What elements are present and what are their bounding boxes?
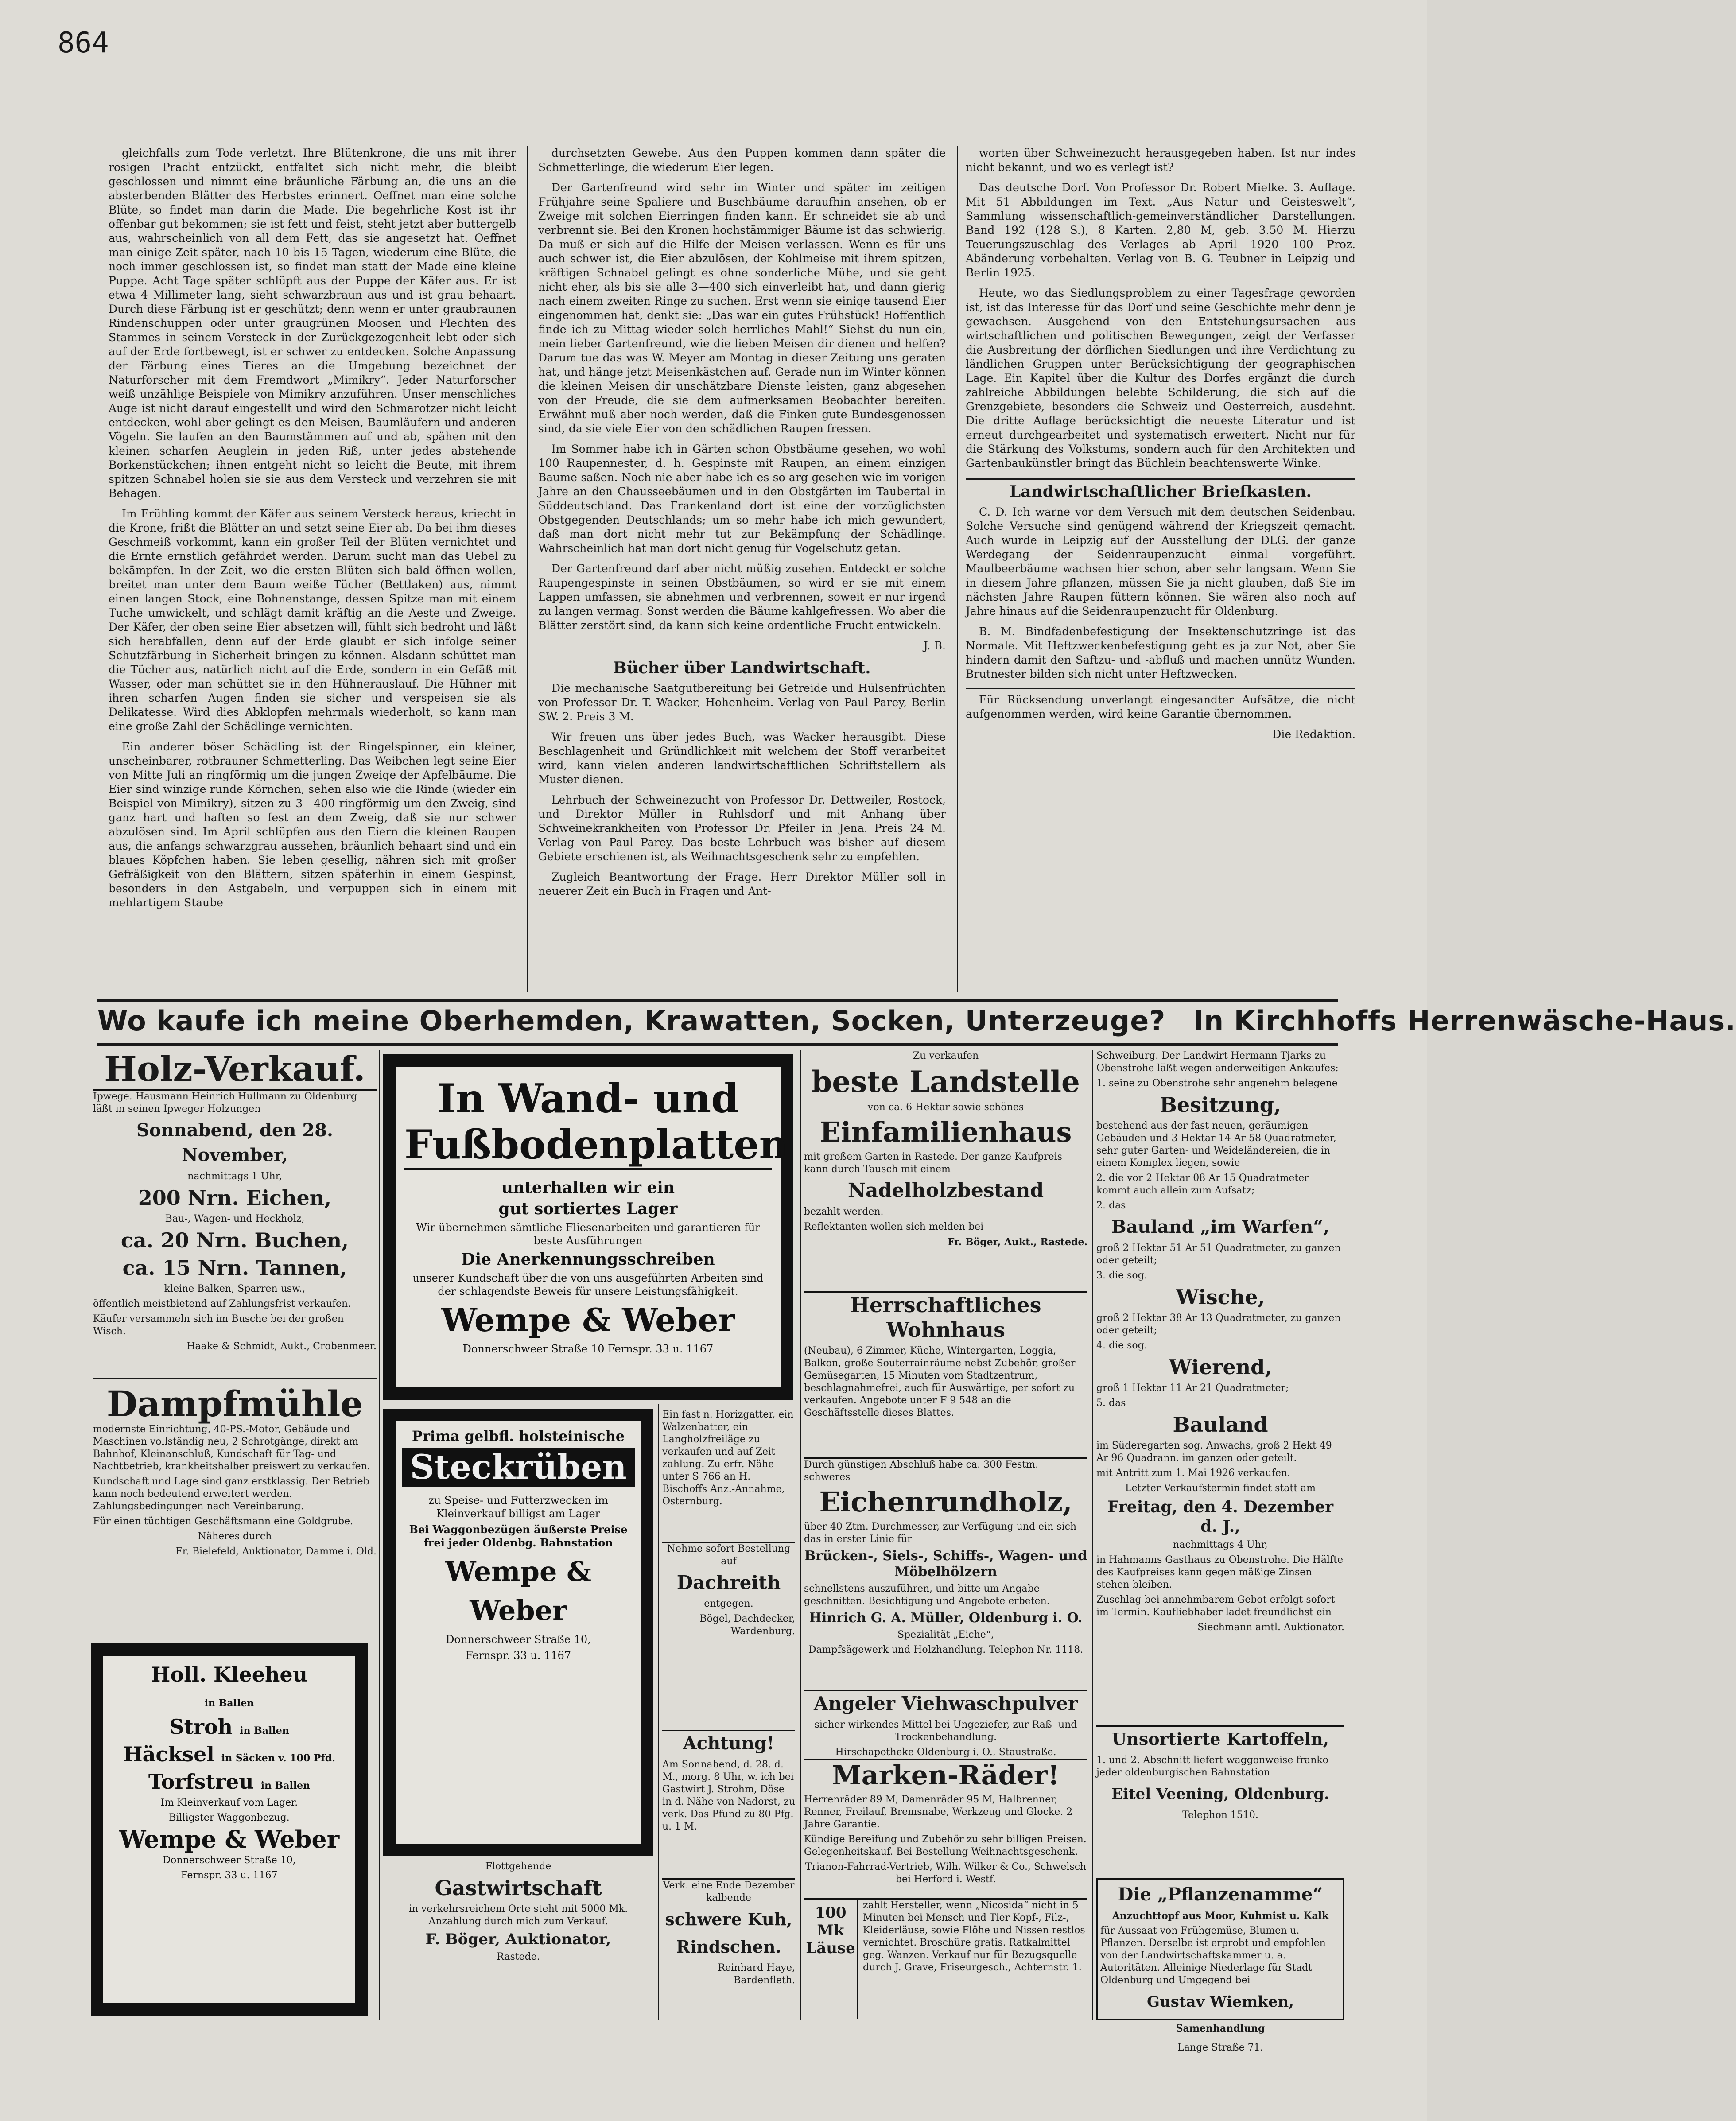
ad-text: Brücken-, Siels-, Schiffs-, Wagen- und Möbelhölzern	[804, 1548, 1087, 1580]
ad-signature: F. Böger, Auktionator,	[425, 1931, 611, 1948]
ad-title: Marken-Räder!	[832, 1760, 1060, 1791]
ad-text: Zu verkaufen	[913, 1050, 979, 1061]
ad-title: Nadelholzbestand	[847, 1179, 1044, 1202]
ad-dampfmuehle	[93, 1384, 377, 1635]
ad-title: Steckrüben	[402, 1448, 635, 1487]
ad-text: Herrenräder 89 M, Damenräder 95 M, Halbrenner, Renner, Freilauf, Bremsnabe, Werkzeug und Glocke. 2 Jahre Garantie.	[804, 1794, 1073, 1830]
banner-answer: In Kirchhoffs Herrenwäsche-Haus.	[1193, 1005, 1736, 1037]
ad-dachreith	[662, 1542, 795, 1729]
paragraph: C. D. Ich warne vor dem Versuch mit dem deutschen Seidenbau. Solche Versuche sind genügend während der Kriegszeit gemacht. Auch wurde in Leipzig auf der Ausstellung der DLG. der ganze Werdegang der Seidenraupenzucht einmal vorgeführt. Maulbeerbäume wachsen hier schon, aber sehr langsam. Wenn Sie in diesem Jahre pflanzen, müssen Sie ja nicht glauben, daß Sie im nächsten Jahre Raupen füttern können. Sie wären also noch auf Jahre hinaus auf die Seidenraupenzucht für Oldenburg.	[966, 505, 1355, 618]
product-unit: in Ballen	[260, 1780, 311, 1791]
paragraph: durchsetzten Gewebe. Aus den Puppen kommen dann später die Schmetterlinge, die wiederum Eier legen.	[538, 147, 946, 174]
ad-word: Läuse	[806, 1939, 855, 1957]
paragraph: Ein anderer böser Schädling ist der Ringelspinner, ein kleiner, unscheinbarer, rotbrauner Schmetterling. Das Weibchen legt seine Eier von Mitte Juli an ringförmig um die jungen Zweige der Apfelbäume. Die Eier sind winzige runde Körnchen, sehen also wie die Rinde (wieder ein Beispiel von Mimikry), sitzen zu 3—400 ringförmig um den Zweig, sind ganz hart und haften so fest an dem Zweig, daß sie nur schwer abzulösen sind. Im April schlüpfen aus den Eiern die kleinen Raupen aus, die anfangs schwarzgrau aussehen, bräunlich behaart sind und ein blaues Köpfchen haben. Sie leben gesellig, nähren sich mit großer Gefräßigkeit von den Blättern, sitzen späterhin in einem Gespinst, besonders in den Astgabeln, und verpuppen sich in einem mit mehlartigem Staube	[109, 740, 516, 909]
ad-divider	[93, 1378, 377, 1379]
ad-phone: Telephon 1510.	[1182, 1810, 1258, 1821]
ad-product	[109, 1714, 349, 1739]
ad-firm: Wempe & Weber	[445, 1555, 591, 1627]
ad-text: 3. die sog.	[1096, 1270, 1147, 1281]
ad-text: Verk. eine Ende Dezember kalbende	[663, 1880, 795, 1903]
banner-question: Wo kaufe ich meine Oberhemden, Krawatten, Socken, Unterzeuge?	[97, 1005, 1166, 1037]
ad-lot: ca. 20 Nrn. Buchen,	[120, 1228, 349, 1252]
ad-text: 4. die sog.	[1096, 1340, 1147, 1351]
ad-marken-raeder	[804, 1759, 1087, 1897]
ad-text: Ipwege. Hausmann Heinrich Hullmann zu Oldenburg läßt in seinen Ipweger Holzungen	[93, 1091, 357, 1115]
paragraph: Lehrbuch der Schweinezucht von Professor Dr. Dettweiler, Rostock, und Direktor Müller in Ruhlsdorf und mit Anhang über Schweinekrankheiten von Professor Dr. Pfeiler in Jena. Preis 24 M. Verlag von Paul Parey. Das beste Lehrbuch was bisher auf diesem Gebiete erschienen ist, als Weihnachtsgeschenk sehr zu empfehlen.	[538, 793, 946, 863]
column-divider	[957, 146, 958, 992]
ad-title: Bauland „im Warfen“,	[1111, 1216, 1330, 1237]
ad-firm: Wempe & Weber	[119, 1825, 340, 1853]
ad-title: schwere Kuh,	[665, 1909, 792, 1929]
ad-address: Donnerschweer Straße 10,	[446, 1633, 591, 1646]
ad-text: Schweiburg. Der Landwirt Hermann Tjarks zu Obenstrohe läßt wegen anderweitigen Ankaufes:	[1096, 1050, 1339, 1074]
paragraph: worten über Schweinezucht herausgegeben haben. Ist nur indes nicht bekannt, und wo es verlegt ist?	[966, 147, 1355, 174]
advertising-banner	[97, 1005, 1736, 1040]
ad-title: In Wand- und	[437, 1075, 739, 1122]
ad-inner-frame	[99, 1651, 360, 2008]
ad-text: groß 2 Hektar 51 Ar 51 Quadratmeter, zu ganzen oder geteilt;	[1096, 1243, 1341, 1266]
page-number: 864	[58, 27, 109, 59]
ad-text: für Aussaat von Frühgemüse, Blumen u. Pflanzen. Derselbe ist erprobt und empfohlen von der Landwirtschaftskammer u. a. Autoritäten. Alleinige Niederlage für Stadt Oldenburg und Umgegend bei	[1100, 1925, 1326, 1986]
ad-date: Freitag, den 4. Dezember d. J.,	[1107, 1498, 1334, 1536]
ad-inner-frame	[391, 1417, 645, 1848]
ad-pflanzenamme	[1096, 1878, 1344, 2053]
paragraph: Das deutsche Dorf. Von Professor Dr. Robert Mielke. 3. Auflage. Mit 51 Abbildungen im Text. „Aus Natur und Geisteswelt“, Sammlung wissenschaftlich-gemeinverständlicher Darstellungen. Band 192 (128 S.), 8 Karten. 2,80 M, geb. 3.50 M. Hierzu Teuerungszuschlag des Verlages ab April 1920 100 Proz. Abänderung vorbehalten. Verlag von B. G. Teubner in Leipzig und Berlin 1925.	[966, 181, 1355, 279]
ad-text: modernste Einrichtung, 40-PS.-Motor, Gebäude und Maschinen vollständig neu, 2 Schrotgänge, direkt am Bahnhof, Kleinanschluß, Kundschaft für Tag- und Nachtbetrieb, krankheitshalber preiswert zu verkaufen.	[93, 1424, 370, 1472]
paragraph: Im Frühling kommt der Käfer aus seinem Versteck heraus, kriecht in die Krone, frißt die Blätter an und setzt seine Eier ab. Da bei ihm dieses Geschmeiß vorkommt, kann ein großer Teil der Blüten vernichtet und die Ernte ernstlich gefährdet werden. Darum sucht man das Uebel zu bekämpfen. In der Zeit, wo die ersten Blüten sich bald öffnen wollen, breitet man unter dem Baum weiße Tücher (Bettlaken) aus, nimmt einen langen Stock, eine Bohnenstange, dessen Spitze man mit einem Tuche umwickelt, und schlägt damit kräftig an die Aeste und Zweige. Der Käfer, der oben seine Eier absetzen will, fühlt sich bedroht und läßt sich herabfallen, denn auf der Erde glaubt er sich infolge seiner Schutzfärbung in Sicherheit bringen zu können. Alsdann schüttet man die Tücher aus, natürlich nicht auf die Erde, sondern in ein Gefäß mit Wasser, oder man schüttet sie in den Hühnerauslauf. Die Hühner mit ihren scharfen Augen finden sie sicher und verspeisen sie als Delikatesse. Wird dies Abklopfen mehrmals wiederholt, so kann man eine große Zahl der Schädlinge vernichten.	[109, 507, 516, 733]
ad-wand-fussbodenplatten	[383, 1054, 793, 1400]
signature: J. B.	[923, 639, 946, 652]
ad-walzen-gatter	[662, 1409, 795, 1537]
ad-schwere-kuh	[662, 1878, 795, 2012]
ad-text: Am Sonnabend, d. 28. d. M., morg. 8 Uhr, w. ich bei Gastwirt J. Strohm, Döse in d. Nähe von Nadorst, zu verk. Das Pfund zu 80 Pfg. u. 1 M.	[662, 1759, 795, 1832]
ad-laeuse	[804, 1898, 1087, 2019]
ad-text: Bau-, Wagen- und Heckholz,	[165, 1213, 305, 1224]
ad-date: Sonnabend, den 28. November,	[136, 1120, 333, 1165]
ad-text: Flottgehende	[485, 1861, 551, 1872]
ad-text: schnellstens auszuführen, und bitte um Angabe geschnitten. Besichtigung und Angebote erbeten.	[804, 1583, 1050, 1607]
ad-text: Kundschaft und Lage sind ganz erstklassig. Der Betrieb kann noch bedeutend erweitert werden. Zahlungsbedingungen nach Vereinbarung.	[93, 1476, 369, 1512]
ad-signature: Bögel, Dachdecker, Wardenburg.	[699, 1613, 795, 1637]
ad-text: Zuschlag bei annehmbarem Gebot erfolgt sofort im Termin. Kaufliebhaber ladet freundlichst ein	[1096, 1594, 1335, 1618]
ad-text: Nehme sofort Bestellung auf	[667, 1543, 791, 1567]
ad-text: Ein fast n. Horizgatter, ein Walzenbatter, ein Langholzfreiläge zu verkaufen und auf Zeit zahlung. Zu erfr. Nähe unter S 766 an H. Bischoffs Anz.-Annahme, Osternburg.	[662, 1409, 794, 1507]
ad-text: mit Antritt zum 1. Mai 1926 verkaufen.	[1096, 1468, 1291, 1479]
article-column-1	[109, 146, 516, 1001]
firm-type: Samenhandlung	[1176, 2023, 1265, 2034]
paragraph: Wir freuen uns über jedes Buch, was Wacker herausgibt. Diese Beschlagenheit und Gründlichkeit mit welchem der Stoff verarbeitet wird, kann vielen anderen landwirtschaftlichen Schriftstellern als Muster dienen.	[538, 730, 946, 786]
ad-text: nachmittags 1 Uhr,	[187, 1171, 282, 1182]
ad-product	[109, 1769, 349, 1794]
ad-text: Billigster Waggonbezug.	[169, 1812, 290, 1823]
column-divider	[658, 1404, 659, 2020]
ad-signature: Hirschapotheke Oldenburg i. O., Staustraße.	[835, 1747, 1056, 1758]
ad-text: groß 1 Hektar 11 Ar 21 Quadratmeter;	[1096, 1383, 1289, 1394]
ad-firm: Wempe & Weber	[441, 1301, 735, 1339]
ad-signature: Fr. Böger, Aukt., Rastede.	[947, 1236, 1087, 1248]
ad-kartoffeln	[1096, 1725, 1344, 1877]
ad-text: von ca. 6 Hektar sowie schönes	[867, 1102, 1024, 1113]
ad-subtitle: Anzuchttopf aus Moor, Kuhmist u. Kalk	[1112, 1910, 1329, 1922]
paragraph: B. M. Bindfadenbefestigung der Insektenschutzringe ist das Normale. Mit Heftzweckenbefestigung geht es ja zur Not, aber Sie hindern damit den Saftzu- und -abfluß und machen unnütz Wunden. Brutnester bilden sich nicht unter Heftzwecken.	[966, 625, 1355, 680]
ad-title: Angeler Viehwaschpulver	[814, 1693, 1078, 1714]
ad-text: über 40 Ztm. Durchmesser, zur Verfügung und ein sich das in erster Linie für	[804, 1521, 1077, 1545]
ad-title: Gastwirtschaft	[435, 1876, 602, 1900]
ad-title: Wische,	[1176, 1285, 1265, 1309]
ad-text: Rastede.	[497, 1951, 540, 1962]
ad-text: Für einen tüchtigen Geschäftsmann eine Goldgrube.	[93, 1516, 353, 1527]
ad-holz-verkauf	[93, 1050, 377, 1373]
product-name: Holl. Kleeheu	[151, 1663, 308, 1686]
section-heading: Bücher über Landwirtschaft.	[613, 659, 871, 677]
product-name: Stroh	[169, 1715, 233, 1739]
ad-signature: Siechmann amtl. Auktionator.	[1197, 1622, 1344, 1633]
ad-title: beste Landstelle	[812, 1064, 1080, 1099]
column-divider	[527, 146, 528, 992]
editorial-signature: Die Redaktion.	[1272, 728, 1355, 741]
column-divider	[379, 1050, 380, 2020]
product-unit: in Ballen	[204, 1698, 254, 1709]
product-name: Torfstreu	[148, 1770, 254, 1794]
ad-label	[804, 1900, 858, 2019]
ad-text: 5. das	[1096, 1398, 1126, 1409]
ad-text: Näheres durch	[198, 1531, 272, 1542]
ad-lot: 200 Nrn. Eichen,	[138, 1186, 332, 1210]
ad-signature: Haake & Schmidt, Aukt., Crobenmeer.	[186, 1341, 377, 1352]
paragraph: Die mechanische Saatgutbereitung bei Getreide und Hülsenfrüchten von Professor Dr. T. Wacker, Hohenheim. Verlag von Paul Parey, Berlin SW. 2. Preis 3 M.	[538, 682, 946, 723]
ad-title: Herrschaftliches Wohnhaus	[850, 1293, 1041, 1342]
ad-text: Reflektanten wollen sich melden bei	[804, 1221, 984, 1232]
ad-inner-frame	[391, 1062, 788, 1392]
ad-text: Bei Waggonbezügen äußerste Preise frei jeder Oldenbg. Bahnstation	[409, 1523, 628, 1549]
ad-text: unserer Kundschaft über die von uns ausgeführten Arbeiten sind der schlagendste Beweis für unsere Leistungsfähigkeit.	[412, 1272, 764, 1297]
product-unit: in Säcken v. 100 Pfd.	[221, 1752, 335, 1764]
ad-text: mit großem Garten in Rastede. Der ganze Kaufpreis kann durch Tausch mit einem	[804, 1151, 1062, 1175]
ad-title: Dampfmühle	[106, 1383, 363, 1425]
ad-product	[109, 1742, 349, 1767]
paragraph: Der Gartenfreund wird sehr im Winter und später im zeitigen Frühjahre seine Spaliere und Buschbäume daraufhin ansehen, ob er Zweige mit solchen Eierringen finden kann. Er schneidet sie ab und verbrennt sie. Bei den Kronen hochstämmiger Bäume ist das schwierig. Da muß er sich auf die Hilfe der Meisen verlassen. Wenn es für uns auch schwer ist, die Eier abzulösen, der Kohlmeise mit ihrem spitzen, kräftigen Schnabel gelingt es ohne sonderliche Mühe, und sie geht nicht eher, als bis sie alle 3—400 sich einverleibt hat, und dann gierig nach einem zweiten Ringe zu suchen. Erst wenn sie einige tausend Eier eingenommen hat, denkt sie: „Das war ein gutes Frühstück! Hoffentlich finde ich zu Mittag wieder solch herrliches Mahl!“ Siehst du nun ein, mein lieber Gartenfreund, wie die lieben Meisen dir dienen und helfen? Darum tue das was W. Meyer am Montag in dieser Zeitung uns geraten hat, und hänge jetzt Meisenkästchen auf. Gerade nun im Winter können die kleinen Meisen dir unschätzbare Dienste leisten, ganz abgesehen von der Freude, die sie dem aufmerksamen Beobachter bereiten. Erwähnt muß aber noch werden, daß die Finken gute Bundesgenossen sind, da sie viele Eier von den schädlichen Raupen fressen.	[538, 181, 946, 435]
ad-title: Unsortierte Kartoffeln,	[1112, 1729, 1329, 1749]
product-name: Häcksel	[123, 1742, 214, 1766]
ad-address: Donnerschweer Straße 10 Fernspr. 33 u. 1167	[462, 1343, 714, 1355]
ad-text: sicher wirkendes Mittel bei Ungeziefer, zur Raß- und Trockenbehandlung.	[814, 1719, 1077, 1743]
ad-viehwaschpulver	[804, 1690, 1087, 1758]
ad-text: kleine Balken, Sparren usw.,	[164, 1283, 306, 1294]
ad-signature: Reinhard Haye, Bardenfleth.	[718, 1962, 795, 1986]
ad-text: bestehend aus der fast neuen, geräumigen Gebäuden und 3 Hektar 14 Ar 58 Quadratmeter, sehr guter Garten- und Weideländereien, die in einem Komplex liegen, sowie	[1096, 1120, 1336, 1169]
ad-text: öffentlich meistbietend auf Zahlungsfrist verkaufen.	[93, 1298, 351, 1309]
ad-signature: Trianon-Fahrrad-Vertrieb, Wilh. Wilker & Co., Schwelsch bei Herford i. Westf.	[805, 1861, 1087, 1885]
ad-text: in Hahmanns Gasthaus zu Obenstrohe. Die Hälfte des Kaufpreises kann gegen mäßige Zinsen stehen bleiben.	[1096, 1554, 1343, 1590]
paragraph: Der Gartenfreund darf aber nicht müßig zusehen. Entdeckt er solche Raupengespinste in seinen Obstbäumen, so wird er sie mit einem Lappen umfassen, sie abnehmen und verbrennen, soweit er nur irgend zu langen vermag. Sonst werden die Bäume kahlgefressen. Wo aber die Blätter zerstört sind, da kann sich keine ordentliche Frucht entwickeln.	[538, 562, 946, 632]
ad-title: Wierend,	[1169, 1355, 1272, 1379]
ad-address: Donnerschweer Straße 10,	[163, 1855, 296, 1866]
ad-herrschaftliches-wohnhaus	[804, 1291, 1087, 1457]
ad-product	[109, 1662, 349, 1712]
ad-title: Achtung!	[683, 1733, 775, 1754]
editorial-note: Für Rücksendung unverlangt eingesandter Aufsätze, die nicht aufgenommen werden, wird keine Garantie übernommen.	[966, 688, 1355, 721]
ad-address: Lange Straße 71.	[1177, 2042, 1263, 2053]
section-heading: Landwirtschaftlicher Briefkasten.	[966, 478, 1355, 499]
ad-phone: Fernspr. 33 u. 1167	[181, 1870, 278, 1881]
column-divider	[1092, 1050, 1093, 2020]
article-column-3	[966, 146, 1355, 1001]
ad-text: im Süderegarten sog. Anwachs, groß 2 Hekt 49 Ar 96 Quadrann. im ganzen oder geteilt.	[1096, 1440, 1332, 1464]
ad-text: nachmittags 4 Uhr,	[1173, 1539, 1268, 1550]
ad-phone: Fernspr. 33 u. 1167	[465, 1649, 571, 1662]
product-unit: in Ballen	[240, 1725, 289, 1736]
ad-steckrueben	[383, 1409, 653, 1856]
ad-gastwirtschaft	[383, 1861, 653, 2007]
ad-title: Die „Pflanzenamme“	[1118, 1884, 1323, 1905]
ad-text: Wir übernehmen sämtliche Fliesenarbeiten und garantieren für beste Ausführungen	[416, 1221, 760, 1247]
ad-text: zahlt Hersteller, wenn „Nicosida“ nicht in 5 Minuten bei Mensch und Tier Kopf-, Filz-, Kleiderläuse, sowie Flöhe und Nissen restlos vernichtet. Broschüre gratis. Ratkalmittel geg. Wanzen. Verkauf nur für Bezugsquelle durch J. Grave, Friseurgesch., Achternstr. 1.	[863, 1900, 1085, 1973]
ad-text: in verkehrsreichem Orte steht mit 5000 Mk. Anzahlung durch mich zum Verkauf.	[408, 1903, 628, 1927]
ad-eichenrundholz	[804, 1457, 1087, 1689]
ad-kleeheu	[91, 1643, 368, 2016]
ad-signature: Fr. Bielefeld, Auktionator, Damme i. Old.	[175, 1546, 377, 1557]
ad-text: 2. die vor 2 Hektar 08 Ar 15 Quadratmeter kommt auch allein zum Aufsatz;	[1096, 1173, 1309, 1196]
ad-title: Einfamilienhaus	[819, 1116, 1072, 1148]
horizontal-rule	[97, 1043, 1338, 1046]
ad-firm: Eitel Veening, Oldenburg.	[1111, 1785, 1329, 1803]
ad-text: 1. seine zu Obenstrohe sehr angenehm belegene	[1096, 1078, 1338, 1089]
ad-title: Bauland	[1173, 1413, 1268, 1437]
ad-firm	[1100, 1989, 1340, 2039]
ad-text: entgegen.	[704, 1598, 753, 1609]
ad-text: bezahlt werden.	[804, 1206, 884, 1217]
ad-signature: Hinrich G. A. Müller, Oldenburg i. O.	[809, 1610, 1083, 1626]
ad-title: Fußbodenplatten	[404, 1122, 772, 1170]
ad-title: Eichenrundholz,	[819, 1486, 1072, 1518]
ad-title: Dachreith	[676, 1572, 781, 1593]
ad-amount: 100 Mk	[815, 1904, 847, 1939]
ad-title: Holz-Verkauf.	[93, 1050, 377, 1091]
ad-text: Letzter Verkaufstermin findet statt am	[1125, 1483, 1316, 1494]
paragraph: gleichfalls zum Tode verletzt. Ihre Blütenkrone, die uns mit ihrer rosigen Pracht entzückt, entfaltet sich nicht mehr, die bleibt geschlossen und nimmt eine bräunliche Färbung an, die uns an die absterbenden Blätter des Herbstes erinnert. Oeffnet man eine solche Blüte, so findet man darin die Made. Die begehrliche Kost ist ihr offenbar gut bekommen; sie ist fett und feist, steht jetzt aber buttergelb aus, wahrscheinlich von all dem Fett, das sie angesetzt hat. Oeffnet man einige Zeit später, nach 10 bis 15 Tagen, wiederum eine Blüte, die noch immer geschlossen ist, so findet man statt der Made eine kleine Puppe. Acht Tage später schlüpft aus der Puppe der Käfer aus. Er ist etwa 4 Millimeter lang, sieht schwarzbraun aus und ist grau behaart. Durch diese Färbung ist er geschützt; denn wenn er unter graubraunen Rindenschuppen oder unter graugrünen Moosen und Flechten des Stammes in seinem Versteck in der Zurückgezogenheit lebt oder sich auf der Erde fortbewegt, ist er schwer zu entdecken. Solche Anpassung der Färbung eines Tieres an die Umgebung bezeichnet der Naturforscher mit dem Fremdwort „Mimikry“. Jeder Naturforscher weiß unzählige Beispiele von Mimikry anzuführen. Unser menschliches Auge ist nicht darauf eingestellt und wird den Schmarotzer nicht leicht entdecken, wohl aber gelingt es den Meisen, Baumläufern und anderen Vögeln. Sie laufen an den Baumstämmen auf und ab, spähen mit den kleinen scharfen Aeuglein in jeden Riß, unter jedes abstehende Borkenstückchen; ihnen entgeht nicht so leicht die Beute, mit ihrem spitzen Schnabel holen sie sie aus dem Versteck und verzehren sie mit Behagen.	[109, 147, 516, 500]
ad-text: Kündige Bereifung und Zubehör zu sehr billigen Preisen. Gelegenheitskauf. Bei Bestellung Weihnachtsgeschenk.	[804, 1834, 1087, 1857]
ad-text: Dampfsägewerk und Holzhandlung. Telephon Nr. 1118.	[808, 1644, 1084, 1655]
ad-text: groß 2 Hektar 38 Ar 13 Quadratmeter, zu ganzen oder geteilt;	[1096, 1313, 1341, 1336]
ad-subtitle: unterhalten wir ein	[501, 1178, 675, 1197]
firm-name: Gustav Wiemken,	[1146, 1993, 1294, 2011]
ad-title: Besitzung,	[1160, 1093, 1281, 1117]
ad-achtung	[662, 1730, 795, 1877]
paragraph: Zugleich Beantwortung der Frage. Herr Direktor Müller soll in neuerer Zeit ein Buch in Fragen und Ant-	[538, 870, 946, 897]
article-column-2	[538, 146, 946, 1001]
ad-text: (Neubau), 6 Zimmer, Küche, Wintergarten, Loggia, Balkon, große Souterrainräume nebst Zubehör, großer Gemüsegarten, 15 Minuten vom Stadtzentrum, beschlagnahmefrei, auch für Auswärtige, per sofort zu verkaufen. Angebote unter F 9 548 an die Geschäftsstelle dieses Blattes.	[804, 1345, 1076, 1418]
ad-title: Rindschen.	[676, 1937, 781, 1957]
column-divider	[800, 1050, 801, 2020]
ad-text: 1. und 2. Abschnitt liefert waggonweise franko jeder oldenburgischen Bahnstation	[1096, 1755, 1328, 1778]
ad-landstelle	[804, 1050, 1087, 1289]
paragraph: Heute, wo das Siedlungsproblem zu einer Tagesfrage geworden ist, ist das Interesse für das Dorf und seine Geschichte mehr denn je gewachsen. Ausgehend von den Entstehungsursachen aus wirtschaftlichen und politischen Bewegungen, zeigt der Verfasser die Ausbreitung der dörflichen Siedlungen und ihre Verdichtung zu ländlichen Gruppen unter Berücksichtigung der geographischen Lage. Ein Kapitel über die Kultur des Dorfes ergänzt die durch zahlreiche Abbildungen belebte Schilderung, die sich auf die Grenzgebiete, besonders die Schweiz und Oesterreich, ausdehnt. Die dritte Auflage berücksichtigt die neueste Literatur und ist erneut durchgearbeitet und systematisch erweitert. Nicht nur für die Stärkung des Volkstums, sondern auch für den Architekten und Gartenbaukünstler bringt das Büchlein beachtenswerte Winke.	[966, 287, 1355, 470]
ad-text: zu Speise- und Futterzwecken im Kleinverkauf billigst am Lager	[428, 1494, 608, 1520]
ad-text: 2. das	[1096, 1200, 1126, 1211]
ad-subtitle: gut sortiertes Lager	[498, 1200, 678, 1218]
ad-text: Durch günstigen Abschluß habe ca. 300 Festm. schweres	[804, 1459, 1039, 1483]
ad-text: Käufer versammeln sich im Busche bei der großen Wisch.	[93, 1313, 344, 1337]
ad-subtitle: Die Anerkennungsschreiben	[461, 1250, 715, 1269]
horizontal-rule	[97, 999, 1338, 1002]
ad-text: Im Kleinverkauf vom Lager.	[160, 1797, 298, 1808]
ad-text: Spezialität „Eiche“,	[897, 1629, 994, 1640]
ad-text: Prima gelbfl. holsteinische	[412, 1428, 625, 1445]
ad-lot: ca. 15 Nrn. Tannen,	[122, 1256, 347, 1280]
paragraph: Im Sommer habe ich in Gärten schon Obstbäume gesehen, wo wohl 100 Raupennester, d. h. Gespinste mit Raupen, an einem einzigen Baume saßen. Noch nie aber habe ich es so arg gesehen wie im vorigen Jahre an den Chausseebäumen und in den Obstgärten im Taubertal in Süddeutschland. Das Frankenland dort ist eine der vorzüglichsten Obstgegenden Deutschlands; um so mehr habe ich mich gewundert, daß man dort nicht mehr tut zur Bekämpfung der Schädlinge. Wahrscheinlich hat man dort nicht genug für Vogelschutz getan.	[538, 443, 946, 555]
ad-schweiburg-verkauf	[1096, 1050, 1344, 1723]
